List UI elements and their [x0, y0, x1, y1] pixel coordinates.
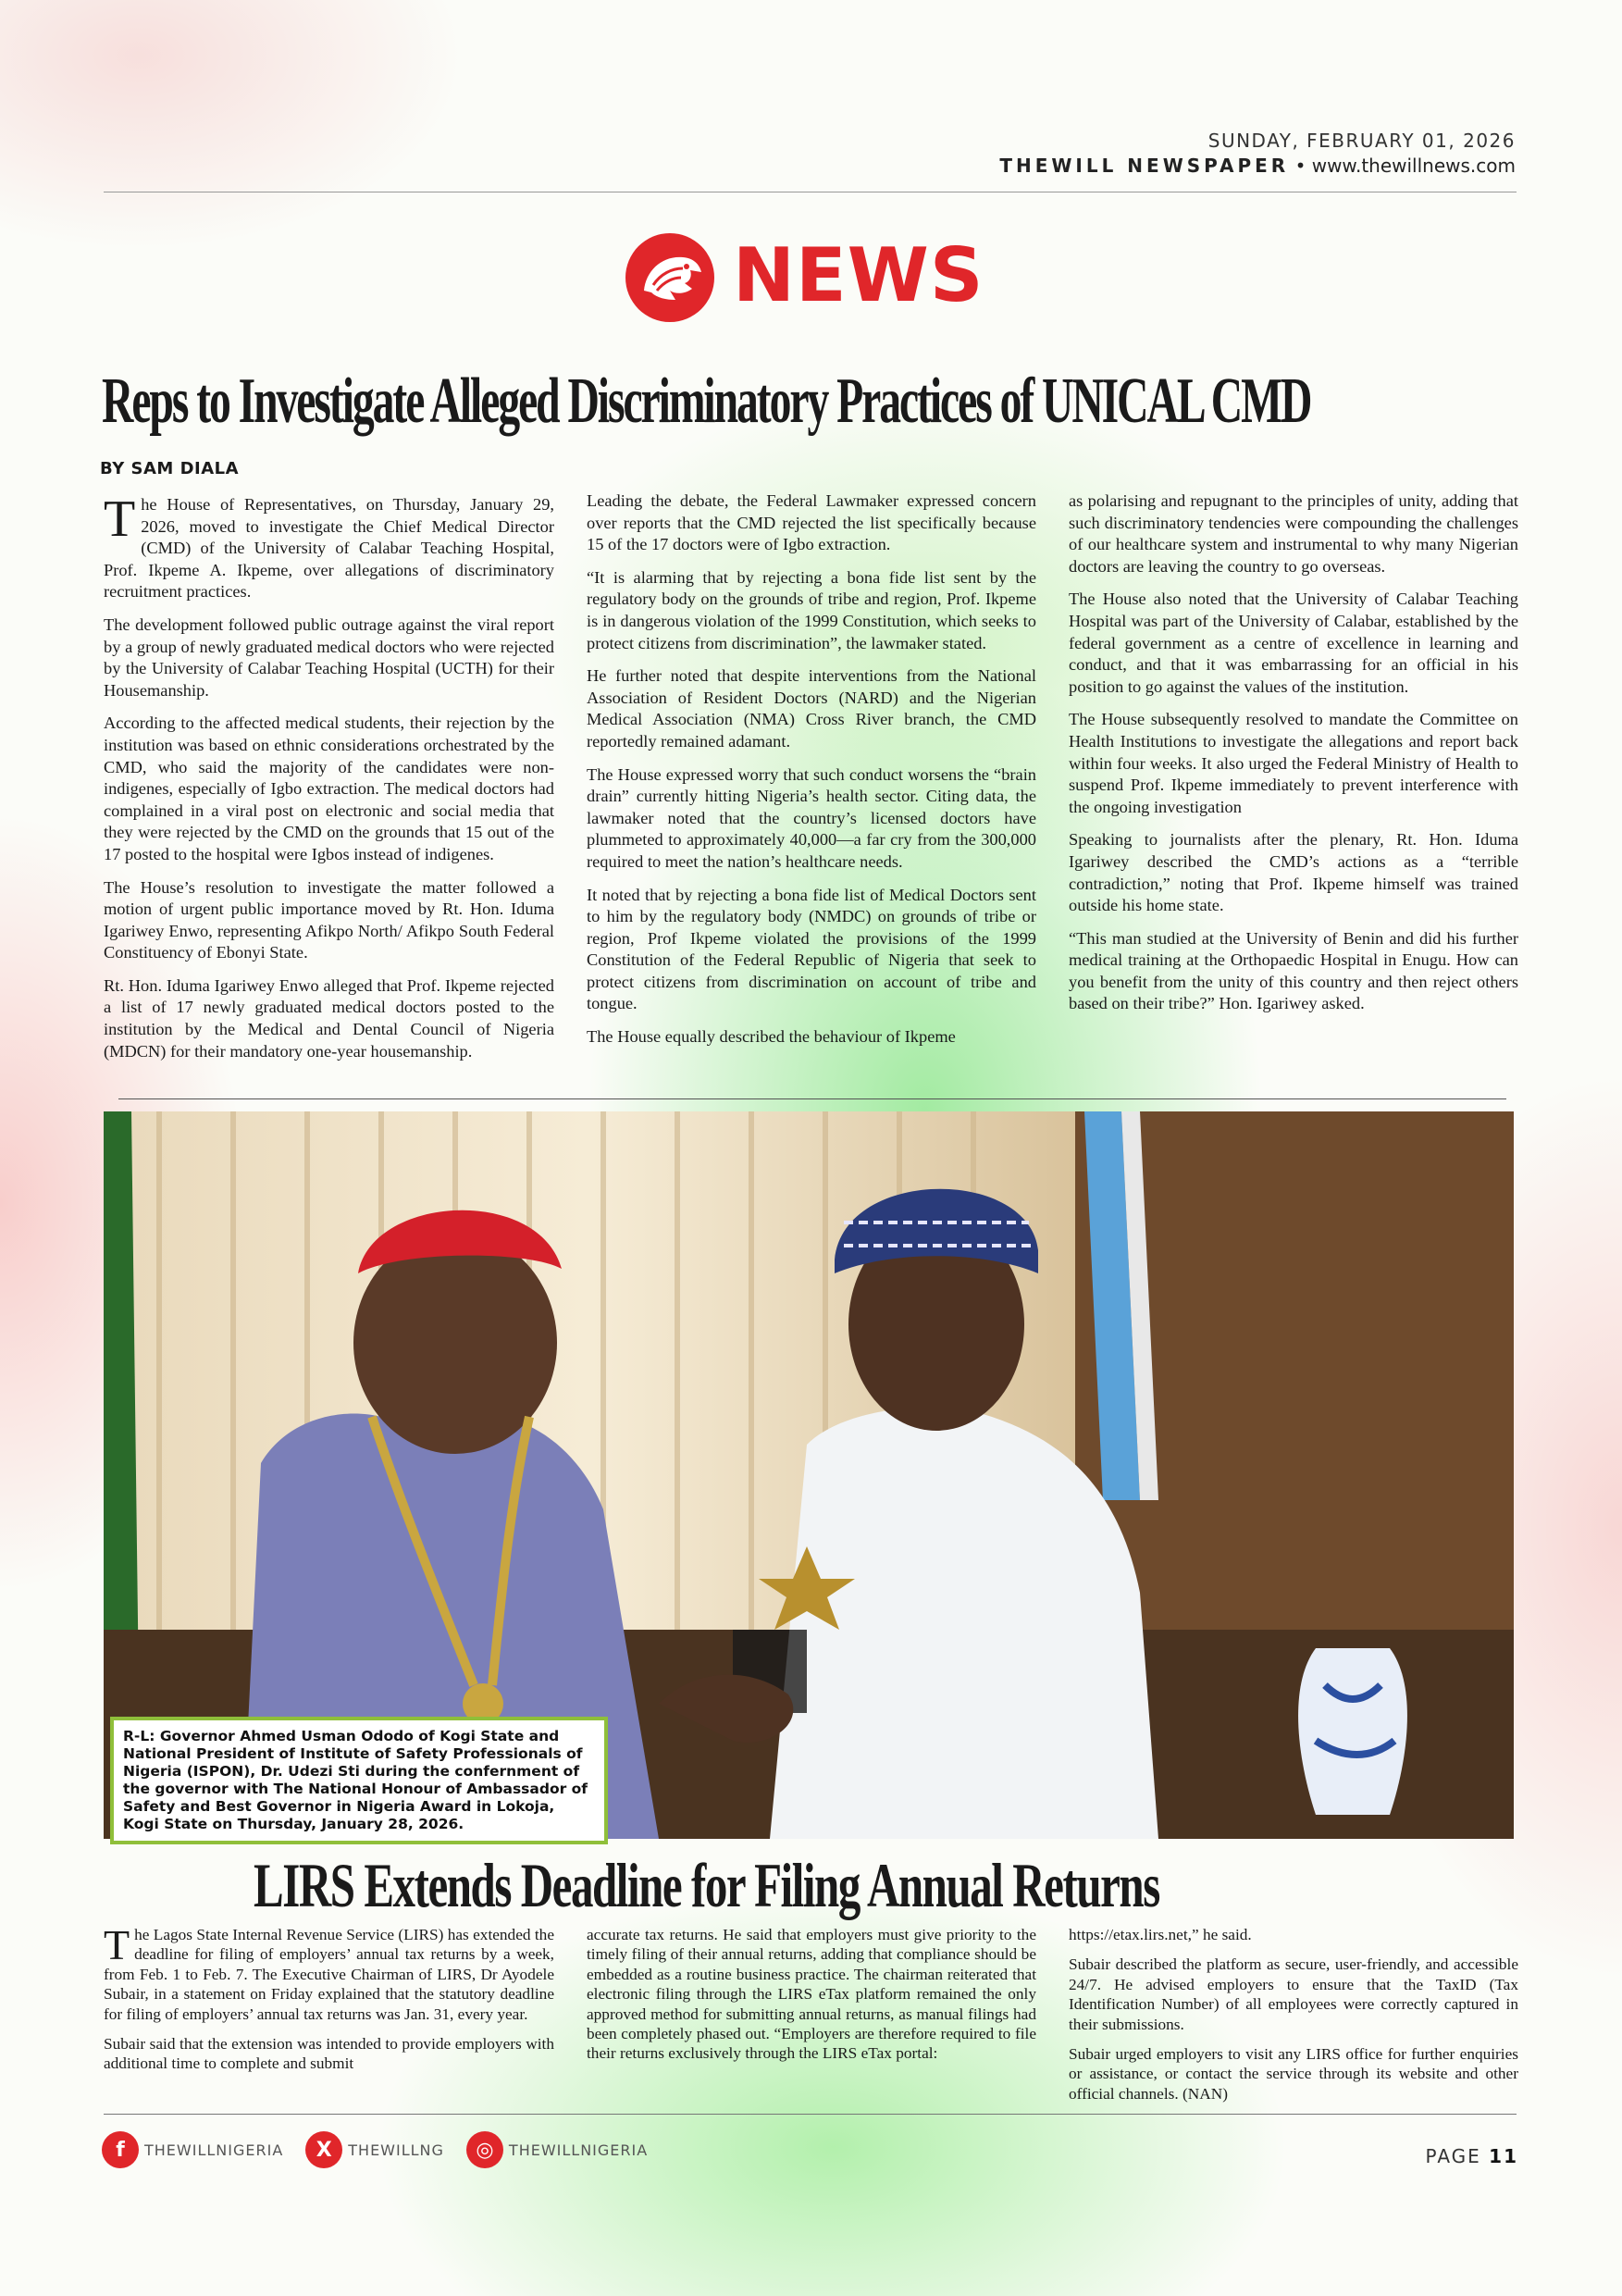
- article-paragraph: “This man studied at the University of Benin and did his further medical training at the Orthopaedic Hospital in Enugu. How can you benefit from the unity of this country and then reject others based on their tribe?” Hon. Igariwey asked.: [1069, 928, 1518, 1013]
- article-column-2: [587, 490, 1036, 1060]
- instagram-link[interactable]: [466, 2131, 648, 2168]
- article-headline: Reps to Investigate Alleged Discriminatory Practices of UNICAL CMD: [102, 366, 1311, 437]
- article-column-3: [1069, 1925, 1518, 2114]
- social-handle: THEWILLNIGERIA: [144, 2141, 284, 2159]
- facebook-link[interactable]: [102, 2131, 283, 2168]
- article-paragraph: Speaking to journalists after the plenary, Rt. Hon. Iduma Igariwey described the CMD’s actions as a “terrible contradiction,” noting that Prof. Ikpeme himself was trained outside his home state.: [1069, 830, 1518, 915]
- article-paragraph: The House’s resolution to investigate the matter followed a motion of urgent public importance moved by Rt. Hon. Iduma Igariwey Enwo, representing Afikpo North/ Afikpo South Federal Constituency of Ebonyi State.: [104, 877, 554, 962]
- issue-date: SUNDAY, FEBRUARY 01, 2026: [1207, 130, 1516, 152]
- page-number: [1426, 2145, 1518, 2167]
- separator-dot: •: [1294, 155, 1306, 177]
- photo-caption: R-L: Governor Ahmed Usman Ododo of Kogi State and National President of Institute of Safety Professionals of Nigeria (ISPON), Dr. Udezi Sti during the confernment of the governor with The National Honour of Ambassador of Safety and Best Governor in Nigeria Award in Lokoja, Kogi State on Thursday, January 28, 2026.: [110, 1717, 608, 1844]
- article-column-1: [104, 1921, 554, 2084]
- article-paragraph: The House equally described the behaviour of Ikpeme: [587, 1027, 956, 1047]
- article-column-3: [1069, 490, 1518, 1026]
- article-paragraph: accurate tax returns. He said that employers must give priority to the timely filing of their annual returns, adding that compliance should be embedded as a routine business practice. The chairman reiterated that electronic filing through the LIRS eTax platform remained the only approved method for submitting annual returns, as manual filings had been completely phased out. “Employers are therefore required to file their returns exclusively through the LIRS eTax portal:: [587, 1926, 1036, 2063]
- article-paragraph: “It is alarming that by rejecting a bona fide list sent by the regulatory body on the grounds of tribe and region, Prof. Ikpeme is in dangerous violation of the 1999 Constitution, which seeks to protect citizens from discrimination”, the lawmaker stated.: [587, 567, 1036, 652]
- social-handle: THEWILLNG: [348, 2141, 444, 2159]
- article-paragraph: The Lagos State Internal Revenue Service (LIRS) has extended the deadline for filing of employers’ annual tax returns by a week, from Feb. 1 to Feb. 7. The Executive Chairman of LIRS, Dr Ayodele Subair, in a statement on Friday explained that the statutory deadline for filing of employers’ annual tax returns was Jan. 31, every year.: [104, 1921, 554, 2023]
- article-paragraph: https://etax.lirs.net,” he said.: [1069, 1926, 1252, 1943]
- article-paragraph: Subair said that the extension was intended to provide employers with additional time to complete and submit: [104, 2035, 554, 2073]
- article-paragraph: The House also noted that the University of Calabar Teaching Hospital was part of the University of Calabar, established by the federal government as a centre of excellence in learning and conduct, and that it was embarrassing for an official in his position to go against the values of the institution.: [1069, 590, 1518, 696]
- article-paragraph: The House subsequently resolved to mandate the Committee on Health Institutions to investigate the allegations and report back within four weeks. It also urged the Federal Ministry of Health to suspend Prof. Ikpeme immediately to prevent interference with the ongoing investigation: [1069, 710, 1518, 816]
- page-label: PAGE: [1425, 2145, 1481, 2167]
- publication-name: THEWILL NEWSPAPER: [999, 155, 1290, 177]
- article-column-2: [587, 1925, 1036, 2074]
- article-paragraph: According to the affected medical students, their rejection by the institution was based on ethnic considerations orchestrated by the CMD, who said the majority of the candidates were non-indigenes, especially of Igbo extraction. The medical doctors had complained in a viral post on electronic and social media that they were rejected by the CMD on the grounds that 15 out of the 17 posted to the hospital were Igbos instead of indigenes.: [104, 714, 554, 863]
- page-number-value: 11: [1489, 2145, 1518, 2167]
- article-paragraph: Subair described the platform as secure, user-friendly, and accessible 24/7. He advised employers to ensure that the TaxID (Tax Identification Number) of all employees were correctly captured in their submissions.: [1069, 1955, 1518, 2033]
- section-logo: [625, 233, 1014, 322]
- article-paragraph: It noted that by rejecting a bona fide list of Medical Doctors sent to him by the regulatory body (NMDC) on grounds of tribe or region, Prof Ikpeme violated the provisions of the 1999 Constitution of the Federal Republic of Nigeria that seek to protect citizens from discrimination on account of tribe and tongue.: [587, 885, 1036, 1013]
- article-paragraph: The House expressed worry that such conduct worsens the “brain drain” currently hitting Nigeria’s health sector. Citing data, the lawmaker noted that the country’s licensed doctors have plummeted to approximately 40,000—a far cry from the 300,000 required to meet the nation’s healthcare needs.: [587, 764, 1036, 871]
- article-paragraph: Rt. Hon. Iduma Igariwey Enwo alleged that Prof. Ikpeme rejected a list of 17 newly graduated medical doctors posted to the institution by the Medical and Dental Council of Nigeria (MDCN) for their mandatory one-year housemanship.: [104, 975, 554, 1061]
- article-paragraph: Leading the debate, the Federal Lawmaker expressed concern over reports that the CMD rejected the list specifically because 15 of the 17 doctors were of Igbo extraction.: [587, 491, 1036, 554]
- drop-cap: T: [104, 1921, 130, 1968]
- article-paragraph: as polarising and repugnant to the principles of unity, adding that such discriminatory tendencies were compounding the challenges of our healthcare system and instrumental to why many Nigerian doctors are leaving the country to go overseas.: [1069, 491, 1518, 576]
- article-headline: LIRS Extends Deadline for Filing Annual Returns: [254, 1850, 1159, 1920]
- article-byline: BY SAM DIALA: [100, 459, 240, 478]
- article-paragraph: The House of Representatives, on Thursday, January 29, 2026, moved to investigate the Chief Medical Director (CMD) of the University of Calabar Teaching Hospital, Prof. Ikpeme A. Ikpeme, over allegations of discriminatory recruitment practices.: [104, 490, 554, 602]
- x-icon: X: [305, 2131, 342, 2168]
- facebook-icon: f: [102, 2131, 139, 2168]
- website-link[interactable]: www.thewillnews.com: [1311, 155, 1516, 177]
- social-handle: THEWILLNIGERIA: [508, 2141, 649, 2159]
- publication-line: [999, 155, 1516, 177]
- section-divider: [118, 1098, 1506, 1099]
- instagram-icon: ◎: [466, 2131, 503, 2168]
- article-column-1: [104, 490, 554, 1074]
- footer-divider: [104, 2114, 1517, 2115]
- section-label: NEWS: [733, 232, 984, 318]
- article-paragraph: Subair urged employers to visit any LIRS office for further enquiries or assistance, or contact the service through its website and other official channels. (NAN): [1069, 2045, 1518, 2103]
- social-links: [102, 2131, 657, 2168]
- x-link[interactable]: [305, 2131, 444, 2168]
- article-paragraph: The development followed public outrage against the viral report by a group of newly graduated medical doctors who were rejected by the University of Calabar Teaching Hospital (UCTH) for their Housemanship.: [104, 614, 554, 700]
- eagle-icon: [625, 233, 714, 322]
- drop-cap: T: [104, 490, 136, 548]
- article-paragraph: He further noted that despite interventions from the National Association of Resident Doctors (NARD) and the Nigerian Medical Association (NMA) Cross River branch, the CMD reportedly remained adamant.: [587, 666, 1036, 751]
